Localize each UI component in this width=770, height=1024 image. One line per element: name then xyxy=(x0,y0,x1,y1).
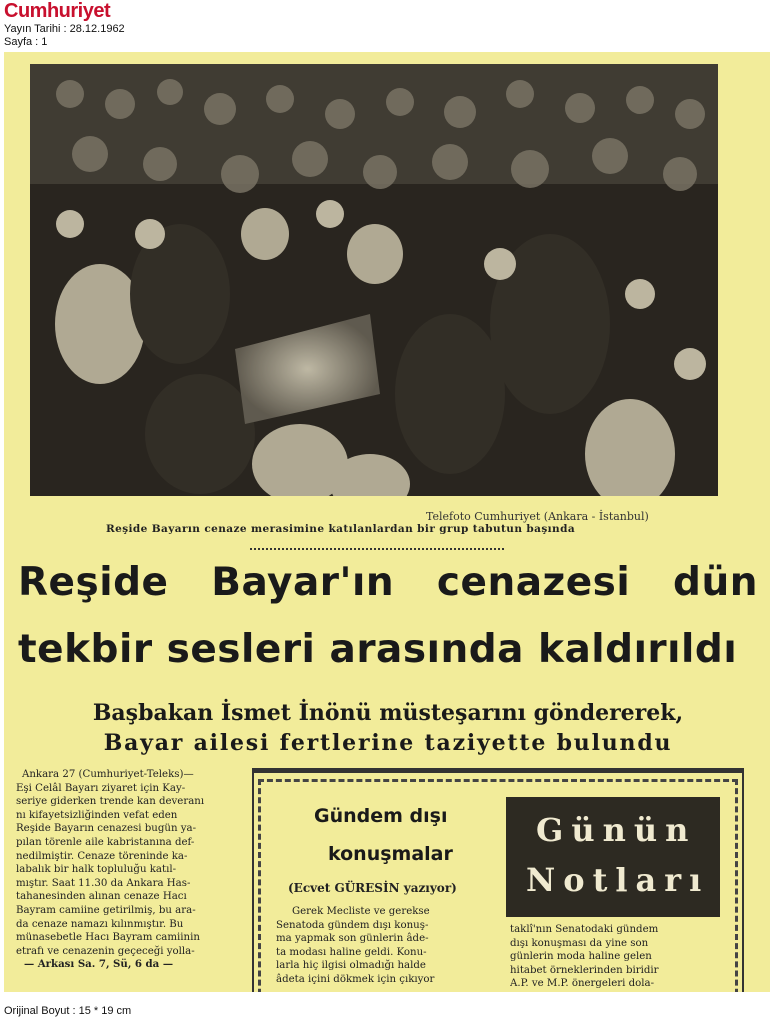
subheadline-line-1: Başbakan İsmet İnönü müsteşarını göndererek, xyxy=(92,700,684,726)
original-size-note: Orijinal Boyut : 15 * 19 cm xyxy=(4,1005,132,1017)
page-number: Sayfa : 1 xyxy=(4,36,48,48)
headline-line-2: tekbir sesleri arasında kaldırıldı xyxy=(18,627,738,672)
photo-credit: Telefoto Cumhuriyet (Ankara - İstanbul) xyxy=(426,510,649,523)
lede-line: pılan törenle aile kabristanına def- xyxy=(16,836,195,848)
lede-line: etrafı ve cenazenin geçeceği yolla- xyxy=(16,945,195,957)
lede-line: da cenaze namazı kılınmıştır. Bu xyxy=(16,918,184,930)
lede-line: nı kifayetsizliğinden vefat eden xyxy=(16,809,178,821)
newspaper-clipping xyxy=(4,52,770,992)
photo-caption: Reşide Bayarın cenaze merasimine katılanlardan bir grup tabutun başında xyxy=(106,523,576,535)
lede-line: mıştır. Saat 11.30 da Ankara Has- xyxy=(16,877,191,889)
column-box xyxy=(252,768,744,992)
lede-column xyxy=(16,768,248,972)
column-title-line-2: konuşmalar xyxy=(328,843,453,865)
column-text xyxy=(276,905,498,987)
funeral-photo xyxy=(30,64,718,496)
notes-line: günlerin moda haline gelen xyxy=(510,951,652,963)
notes-line: hitabet örneklerinden biridir xyxy=(510,964,659,976)
dotted-divider xyxy=(250,548,504,550)
notes-line: dışı konuşması da yine son xyxy=(510,937,649,949)
headline-line-1: Reşide Bayar'ın cenazesi dün xyxy=(18,560,758,605)
gunun-notlari-banner xyxy=(506,797,720,917)
column-byline: (Ecvet GÜRESİN yazıyor) xyxy=(288,881,457,895)
lede-line: seriye giderken trende kan deveranı xyxy=(16,796,205,808)
column-line: ma yapmak son günlerin âde- xyxy=(276,933,429,945)
column-line: Gerek Mecliste ve gerekse xyxy=(292,906,430,917)
column-line: Senatoda gündem dışı konuş- xyxy=(276,919,429,931)
lede-line: tahanesinden alınan cenaze Hacı xyxy=(16,891,187,903)
lede-line: labalık bir halk topluluğu katıl- xyxy=(16,864,177,876)
lede-line: nedilmiştir. Cenaze töreninde ka- xyxy=(16,850,188,862)
lede-continued: — Arkası Sa. 7, Sü, 6 da — xyxy=(24,958,174,971)
notes-line: A.P. ve M.P. önergeleri dola- xyxy=(510,978,655,990)
lede-line: Reşide Bayarın cenazesi bugün ya- xyxy=(16,823,197,835)
lede-line: Eşi Celâl Bayarı ziyaret için Kay- xyxy=(16,782,186,794)
column-line: larla hiç ilgisi olmadığı halde xyxy=(276,960,426,972)
notes-line: taklî'nın Senatodaki gündem xyxy=(510,924,659,935)
lede-line: münasebetle Hacı Bayram camiinin xyxy=(16,932,200,944)
publish-date: Yayın Tarihi : 28.12.1962 xyxy=(4,23,125,35)
subheadline-line-2: Bayar ailesi fertlerine taziyette bulundu xyxy=(103,730,673,756)
gunun-notlari-text xyxy=(510,923,724,991)
newspaper-masthead: Cumhuriyet xyxy=(4,0,111,22)
lede-line: Ankara 27 (Cumhuriyet-Teleks)— xyxy=(22,769,194,780)
lede-line: Bayram camiine getirilmiş, bu ara- xyxy=(16,904,196,916)
crowd-photo-image xyxy=(30,64,718,496)
gunun-notlari-title-1: Günün xyxy=(536,811,697,849)
column-title-line-1: Gündem dışı xyxy=(314,805,448,827)
gunun-notlari-title-2: Notları xyxy=(526,861,710,899)
column-line: ta modası haline geldi. Konu- xyxy=(276,946,427,958)
column-line: âdeta içini dökmek için çıkıyor xyxy=(276,973,435,985)
